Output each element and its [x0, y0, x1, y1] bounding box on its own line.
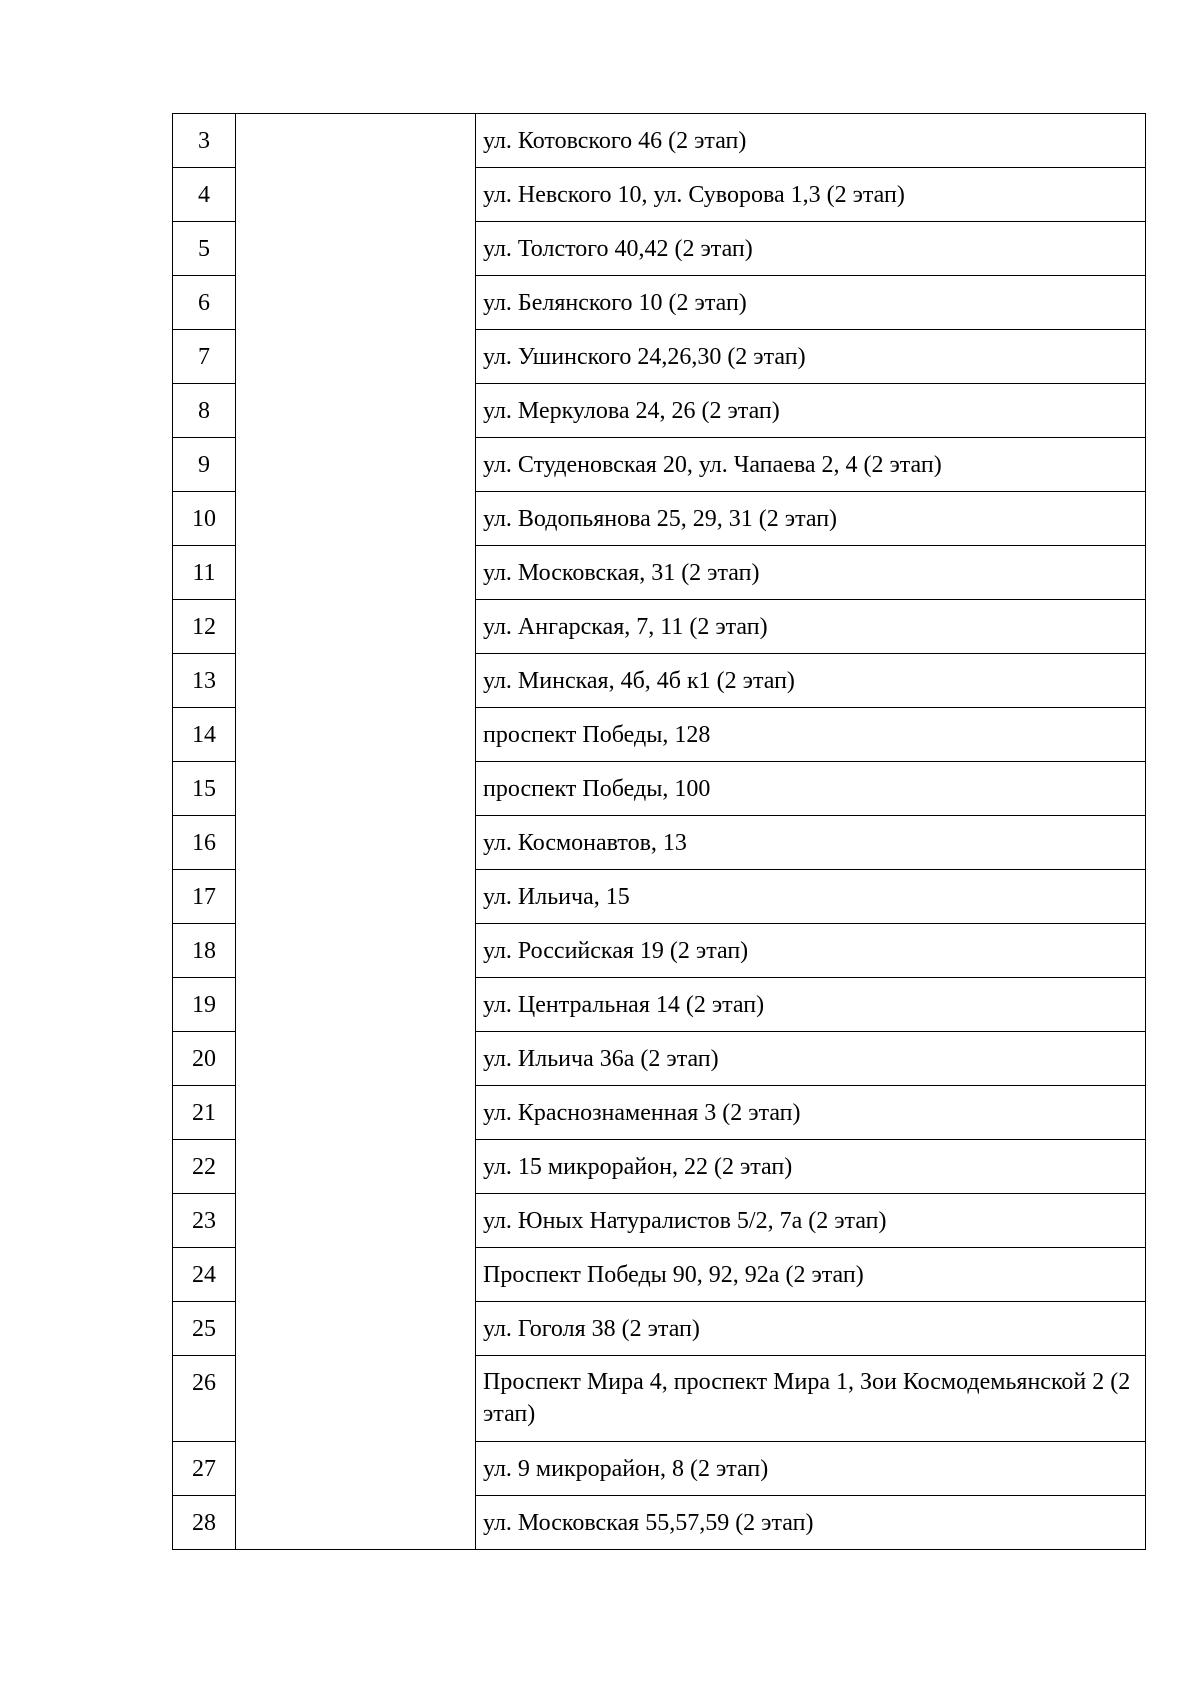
row-address: ул. Московская, 31 (2 этап): [476, 546, 1146, 600]
row-address: ул. Водопьянова 25, 29, 31 (2 этап): [476, 492, 1146, 546]
row-address: ул. Невского 10, ул. Суворова 1,3 (2 этап): [476, 168, 1146, 222]
row-address: ул. Ушинского 24,26,30 (2 этап): [476, 330, 1146, 384]
row-address: ул. Толстого 40,42 (2 этап): [476, 222, 1146, 276]
row-address: ул. Центральная 14 (2 этап): [476, 978, 1146, 1032]
row-address: ул. Белянского 10 (2 этап): [476, 276, 1146, 330]
row-address: ул. Ильича 36а (2 этап): [476, 1032, 1146, 1086]
row-number: 12: [173, 600, 236, 654]
row-number: 26: [173, 1356, 236, 1442]
row-number: 3: [173, 114, 236, 168]
row-number: 8: [173, 384, 236, 438]
row-address: Проспект Победы 90, 92, 92а (2 этап): [476, 1248, 1146, 1302]
row-number: 6: [173, 276, 236, 330]
row-number: 9: [173, 438, 236, 492]
table-body: [173, 114, 1146, 1550]
row-number: 28: [173, 1496, 236, 1550]
row-address: ул. Меркулова 24, 26 (2 этап): [476, 384, 1146, 438]
table-row: [173, 114, 1146, 168]
row-address: ул. Котовского 46 (2 этап): [476, 114, 1146, 168]
row-number: 11: [173, 546, 236, 600]
row-number: 18: [173, 924, 236, 978]
row-number: 15: [173, 762, 236, 816]
row-address: ул. Ангарская, 7, 11 (2 этап): [476, 600, 1146, 654]
row-address: ул. Юных Натуралистов 5/2, 7а (2 этап): [476, 1194, 1146, 1248]
row-number: 10: [173, 492, 236, 546]
row-number: 22: [173, 1140, 236, 1194]
row-address: проспект Победы, 128: [476, 708, 1146, 762]
row-number: 14: [173, 708, 236, 762]
row-number: 19: [173, 978, 236, 1032]
row-number: 21: [173, 1086, 236, 1140]
row-address: ул. Российская 19 (2 этап): [476, 924, 1146, 978]
row-number: 27: [173, 1442, 236, 1496]
row-address: Проспект Мира 4, проспект Мира 1, Зои Космодемьянской 2 (2 этап): [476, 1356, 1146, 1442]
row-number: 16: [173, 816, 236, 870]
row-address: проспект Победы, 100: [476, 762, 1146, 816]
row-number: 20: [173, 1032, 236, 1086]
row-number: 7: [173, 330, 236, 384]
address-table: [172, 113, 1146, 1550]
row-address: ул. Космонавтов, 13: [476, 816, 1146, 870]
row-address: ул. Краснознаменная 3 (2 этап): [476, 1086, 1146, 1140]
row-number: 23: [173, 1194, 236, 1248]
row-address: ул. Минская, 4б, 4б к1 (2 этап): [476, 654, 1146, 708]
row-address: ул. Ильича, 15: [476, 870, 1146, 924]
row-number: 4: [173, 168, 236, 222]
row-address: ул. Московская 55,57,59 (2 этап): [476, 1496, 1146, 1550]
row-number: 25: [173, 1302, 236, 1356]
merged-empty-cell: [236, 114, 476, 1550]
row-address: ул. Гоголя 38 (2 этап): [476, 1302, 1146, 1356]
row-number: 17: [173, 870, 236, 924]
row-address: ул. 15 микрорайон, 22 (2 этап): [476, 1140, 1146, 1194]
row-number: 13: [173, 654, 236, 708]
row-address: ул. Студеновская 20, ул. Чапаева 2, 4 (2 этап): [476, 438, 1146, 492]
row-address: ул. 9 микрорайон, 8 (2 этап): [476, 1442, 1146, 1496]
row-number: 5: [173, 222, 236, 276]
row-number: 24: [173, 1248, 236, 1302]
